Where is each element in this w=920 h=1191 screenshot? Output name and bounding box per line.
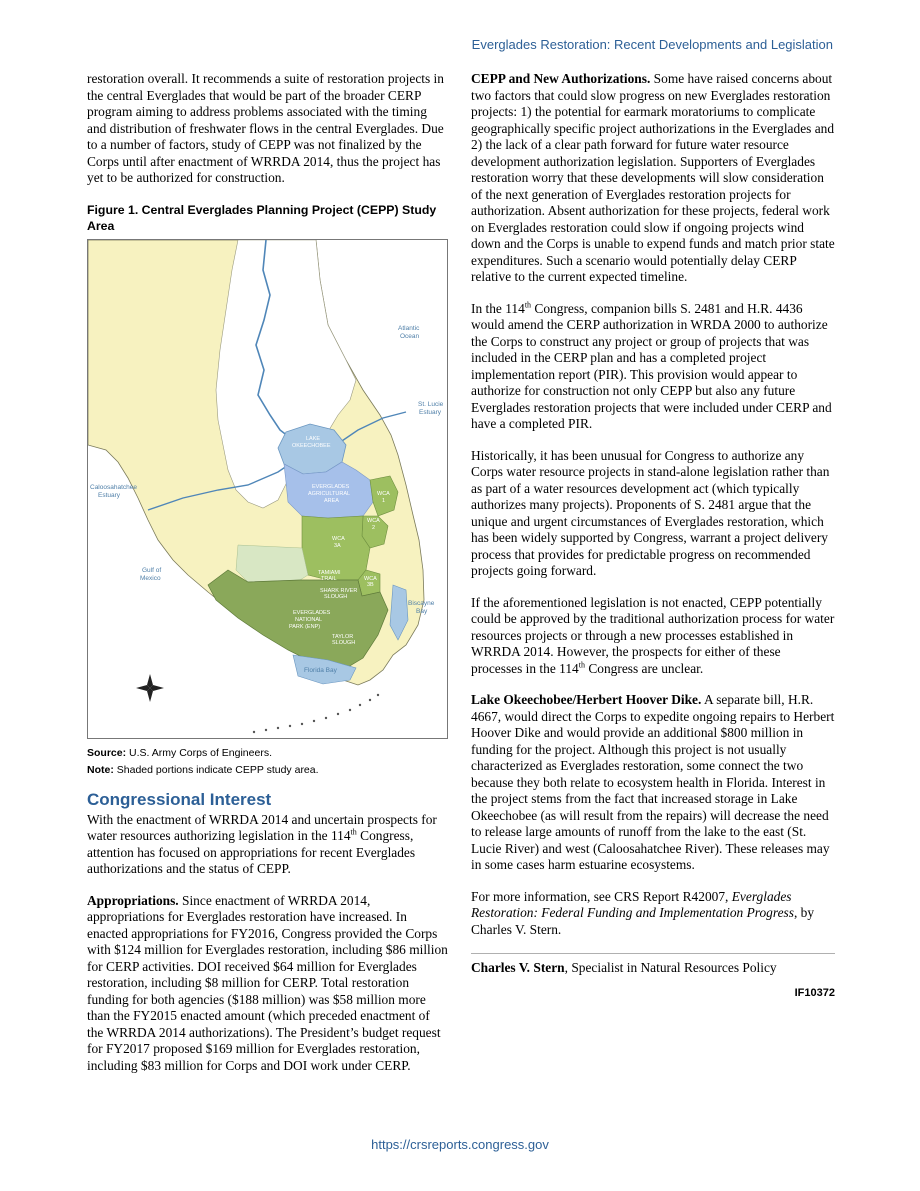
- p2-text-b: Congress, companion bills S. 2481 and H.R. 4436 would amend the CERP authorization in WRDA 2000 to authorize the Corps to construct any project or group of projects that was included in the CERP plan and has a completed project implementation report (PIR). This provision would appear to authorize for construction not only CEPP but also any future Everglades restoration projects that were included under CERP and have a completed PIR.: [471, 300, 832, 431]
- historically-paragraph: Historically, it has been unusual for Congress to authorize any Corps water resource projects in stand-alone legislation rather than as part of a water resources development act (which typically authorizes many projects). Proponents of S. 2481 argue that the unique and urgent circumstances of Everglades restoration, which has been widely supported by Congress, warrant a project delivery process that provides for predictable progress on recommended projects going forward.: [471, 447, 830, 578]
- figure-title: Figure 1. Central Everglades Planning Project (CEPP) Study Area: [87, 202, 437, 233]
- label-everglades-agricultural-area: EVERGLADES AGRICULTURAL AREA: [308, 483, 350, 504]
- florida-map-svg: [88, 240, 447, 738]
- label-biscayne-bay: Biscayne Bay: [408, 599, 435, 615]
- big-cypress-area: [236, 545, 308, 582]
- intro-paragraph: restoration overall. It recommends a suite of restoration projects in the central Everglades that would be part of the broader CERP program aiming to address problems associated with the timing and distribution of freshwater flows in the central Everglades. Due to a number of factors, study of CEPP was not finalized by the Corps until after enactment of WRRDA 2014, thus the project has yet to be authorized for construction.: [87, 71, 444, 185]
- right-column: [471, 71, 835, 999]
- appropriations-text: Since enactment of WRRDA 2014, appropriations for Everglades restoration have increased. In enacted appropriations for FY2016, Congress provided the Corps with $124 million for Everglades restoration, including $86 million for CERP activities. DOI received $64 million for Everglades restoration, including $8 million for CERP. Total restoration funding for both agencies ($188 million) was $58 million more than the FY2015 enacted amount (which preceded enactment of the WRRDA 2014 authorizations). The President’s budget request for FY2017 proposed $169 million for Everglades restoration, including $83 million for Corps and DOI work under CERP.: [87, 892, 448, 1073]
- cepp-heading: CEPP and New Authorizations.: [471, 71, 651, 86]
- ci-text-2: Congress, attention has focused on appropriations for recent Everglades authorizations and the status of CEPP.: [87, 828, 416, 876]
- companion-bills-paragraph: [471, 301, 835, 433]
- label-wca-2: WCA 2: [367, 517, 380, 531]
- p4-ordinal-number: 114: [559, 660, 579, 676]
- p2-text-a: In the: [471, 300, 502, 316]
- p4-ordinal-suffix: th: [578, 660, 585, 670]
- cepp-text: Some have raised concerns about two factors that could slow progress on new Everglades restoration projects: 1) the potential for earmark moratoriums to complicate geographically specific project authorizations in the Everglades and 2) the lack of a clear path forward for future water resource development authorization legislation. Supporters of Everglades restoration worry that these developments will slow consideration of the next generation of Everglades restoration projects for authorization. Absent authorization for these projects, federal work on Everglades restoration could slow if ongoing projects wind down and the Corps is unable to expend funds and match prior state expenditures. Such a scenario would potentially delay CERP relative to the current expected timeline.: [471, 71, 835, 284]
- lake-okeechobee-heading: Lake Okeechobee/Herbert Hoover Dike.: [471, 692, 702, 707]
- author-line: [471, 960, 835, 977]
- appropriations-paragraph: [87, 893, 449, 1075]
- label-wca-3a: WCA 3A: [332, 535, 345, 549]
- document-id: IF10372: [794, 986, 835, 999]
- running-header: Everglades Restoration: Recent Developments and Legislation: [471, 37, 833, 52]
- source-text: U.S. Army Corps of Engineers.: [129, 746, 272, 759]
- ci-ordinal-suffix: th: [350, 827, 357, 837]
- p2-ordinal-suffix: th: [524, 300, 532, 310]
- label-atlantic-ocean: Atlantic Ocean: [398, 324, 420, 340]
- label-caloosahatchee-estuary: Caloosahatchee Estuary: [90, 483, 137, 499]
- more-information-paragraph: [471, 889, 835, 939]
- label-shark-river-slough: SHARK RIVER SLOUGH: [320, 587, 358, 600]
- cepp-study-area-map: [87, 239, 448, 739]
- label-tamiami-trail: TAMIAMI TRAIL: [318, 569, 341, 582]
- p2-ordinal-number: 114: [505, 300, 525, 316]
- label-florida-bay: Florida Bay: [304, 666, 337, 674]
- author-title: , Specialist in Natural Resources Policy: [564, 960, 777, 975]
- author-name: Charles V. Stern: [471, 960, 565, 975]
- source-label: Source:: [87, 746, 127, 759]
- note-text: Shaded portions indicate CEPP study area.: [116, 763, 319, 776]
- report-title-link[interactable]: Everglades Restoration: Federal Funding and Implementation Progress: [471, 888, 794, 920]
- p4-text-b: Congress are unclear.: [588, 660, 704, 676]
- ci-ordinal-number: 114: [330, 828, 351, 843]
- section-heading-congressional-interest: Congressional Interest: [87, 789, 272, 809]
- p4-text-a: If the aforementioned legislation is not enacted, CEPP potentially could be approved by the traditional authorization process for water resources projects or through a new processes established in WRRDA 2014. However, the prospects for either of these processes in the: [471, 594, 835, 676]
- ci-text-1: With the enactment of WRRDA 2014 and uncertain prospects for water resources authorizing legislation in the: [87, 811, 437, 843]
- label-gulf-of-mexico: Gulf of Mexico: [140, 566, 162, 582]
- legislation-not-enacted-paragraph: [471, 595, 835, 678]
- left-column: [87, 71, 449, 1089]
- appropriations-heading: Appropriations.: [87, 892, 179, 908]
- more-info-author: , by Charles V. Stern.: [471, 905, 815, 937]
- figure-source: [87, 745, 449, 761]
- footer-url-link[interactable]: https://crsreports.congress.gov: [371, 1137, 549, 1152]
- congressional-interest-paragraph: [87, 812, 449, 878]
- figure-note: [87, 762, 449, 778]
- label-lake-okeechobee: LAKE OKEECHOBEE: [292, 435, 331, 449]
- author-divider: [471, 953, 835, 954]
- label-everglades-national-park: EVERGLADES NATIONAL PARK (ENP): [289, 609, 331, 630]
- note-label: Note:: [87, 763, 114, 776]
- cepp-paragraph: [471, 71, 835, 286]
- lake-okeechobee-text: A separate bill, H.R. 4667, would direct the Corps to expedite ongoing repairs to Herbert Hoover Dike and would provide an additional $800 million in funding for the project. Although this project is not usually characterized as Everglades restoration, some connect the two because they both relate to ecosystem health in Florida. Interest in the project stems from the fact that increased storage in Lake Okeechobee (as will result from the repairs) will decrease the need to release large amounts of runoff from the lake to the east (St. Lucie River) and west (Caloosahatchee River). These releases may in some cases harm estuarine ecosystems.: [471, 692, 835, 872]
- label-wca-1: WCA 1: [377, 490, 390, 504]
- label-taylor-slough: TAYLOR SLOUGH: [332, 633, 356, 646]
- label-wca-3b: WCA 3B: [364, 575, 377, 588]
- more-info-text: For more information, see CRS Report R42007,: [471, 888, 729, 904]
- label-st-lucie-estuary: St. Lucie Estuary: [418, 400, 444, 416]
- lake-okeechobee-paragraph: [471, 692, 835, 874]
